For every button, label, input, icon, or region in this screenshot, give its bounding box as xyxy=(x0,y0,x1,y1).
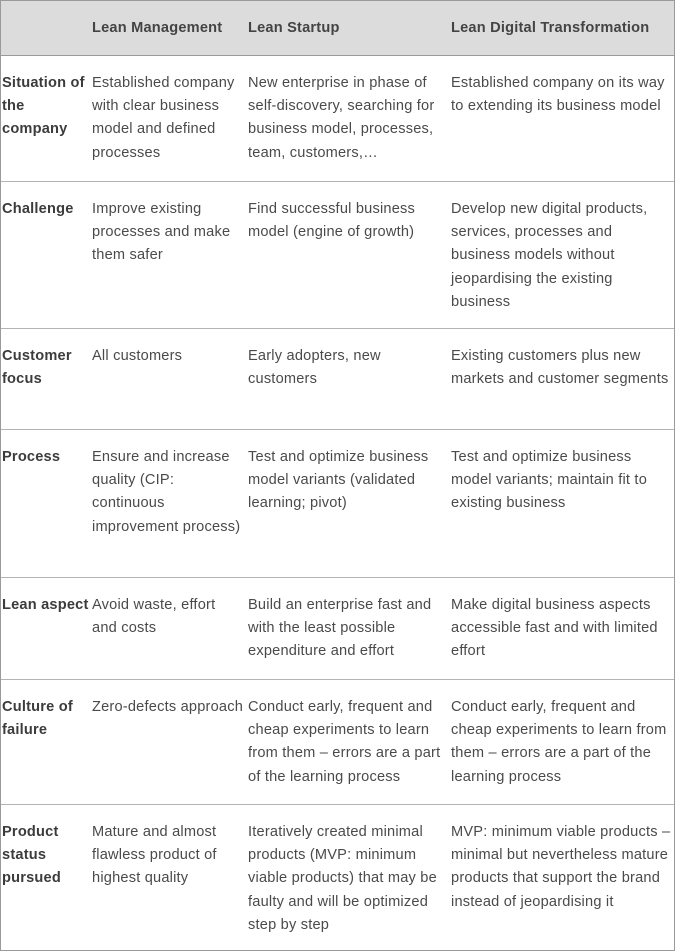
table-cell: Established company on its way to extending its business model xyxy=(451,75,665,115)
table-row-product-status xyxy=(1,805,674,950)
table-cell: Find successful business model (engine of growth) xyxy=(248,201,416,241)
table-cell: Develop new digital products, services, processes and business models without jeopardising the existing business xyxy=(451,201,648,310)
table-cell: Zero-defects approach xyxy=(92,699,244,715)
row-label: Situation of the company xyxy=(2,75,85,138)
table-cell: Improve existing processes and make them safer xyxy=(92,201,231,264)
table-row-lean-aspect xyxy=(1,578,674,680)
row-label: Lean aspect xyxy=(2,597,89,613)
table-cell: Conduct early, frequent and cheap experiments to learn from them – errors are a part of the learning process xyxy=(451,699,667,785)
header-cell-lean-management: Lean Management xyxy=(92,20,223,36)
row-label: Challenge xyxy=(2,201,74,217)
table-cell: Avoid waste, effort and costs xyxy=(92,597,216,637)
table-header-row xyxy=(1,1,674,56)
table-cell: New enterprise in phase of self-discovery, searching for business model, processes, team, customers,… xyxy=(248,75,435,161)
row-label: Culture of failure xyxy=(2,699,73,739)
table-cell: Existing customers plus new markets and customer segments xyxy=(451,348,669,388)
table-cell: MVP: minimum viable products –minimal but nevertheless mature products that support the brand instead of jeopardising it xyxy=(451,824,671,910)
table-row-challenge xyxy=(1,182,674,329)
header-cell-lean-digital-transformation: Lean Digital Transformation xyxy=(451,20,650,36)
row-label: Product status pursued xyxy=(2,824,61,887)
table-cell: Iteratively created minimal products (MVP: minimum viable products) that may be faulty and will be optimized step by step xyxy=(248,824,437,933)
table-cell: Mature and almost flawless product of highest quality xyxy=(92,824,217,887)
table-cell: Build an enterprise fast and with the least possible expenditure and effort xyxy=(248,597,432,660)
table-cell: Test and optimize business model variants (validated learning; pivot) xyxy=(248,449,429,512)
table-cell: Early adopters, new customers xyxy=(248,348,381,388)
table-cell: Conduct early, frequent and cheap experiments to learn from them – errors are a part of the learning process xyxy=(248,699,441,785)
table-row-process xyxy=(1,430,674,578)
table-cell: Ensure and increase quality (CIP: continuous improvement process) xyxy=(92,449,241,535)
table-cell: All customers xyxy=(92,348,183,364)
row-label: Process xyxy=(2,449,61,465)
table-cell: Make digital business aspects accessible fast and with limited effort xyxy=(451,597,658,660)
table-row-culture-of-failure xyxy=(1,680,674,805)
table-row-situation xyxy=(1,56,674,182)
table-cell: Established company with clear business model and defined processes xyxy=(92,75,235,161)
header-cell-lean-startup: Lean Startup xyxy=(248,20,340,36)
table-cell: Test and optimize business model variants; maintain fit to existing business xyxy=(451,449,648,512)
row-label: Customer focus xyxy=(2,348,72,388)
table-row-customer-focus xyxy=(1,329,674,430)
